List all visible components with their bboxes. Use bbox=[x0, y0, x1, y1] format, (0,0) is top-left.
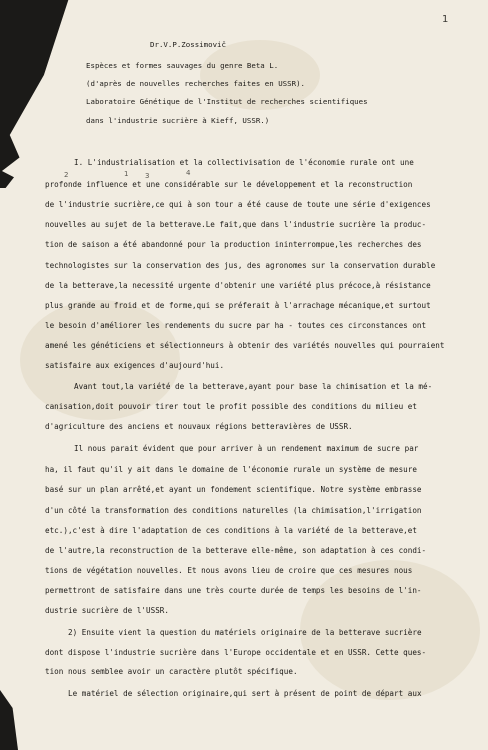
subtitle-line: (d'après de nouvelles recherches faites en USSR). bbox=[86, 79, 306, 88]
body-line: Il nous parait évident que pour arriver à un rendement maximum de sucre par bbox=[74, 444, 419, 453]
pencil-note: 2 bbox=[64, 171, 69, 179]
body-line: tions de végétation nouvelles. Et nous avons lieu de croire que ces mesures nous bbox=[45, 566, 413, 575]
body-line: de la betterave,la necessité urgente d'obtenir une variété plus précoce,à résistance bbox=[45, 281, 431, 290]
body-line: etc.),c'est à dire l'adaptation de ces conditions à la variété de la betterave,et bbox=[45, 526, 417, 535]
body-line: le besoin d'améliorer les rendements du sucre par ha - toutes ces circonstances ont bbox=[45, 321, 427, 330]
institution-line-2: dans l'industrie sucrière à Kieff, USSR.) bbox=[86, 116, 270, 125]
body-line: 2) Ensuite vient la question du matériels originaire de la betterave sucrière bbox=[68, 628, 422, 637]
body-line: amené les généticiens et sélectionneurs à obtenir des variétés nouvelles qui pourraient bbox=[45, 341, 445, 350]
body-line: Le matériel de sélection originaire,qui sert à présent de point de départ aux bbox=[68, 689, 422, 698]
body-line: tion nous semblee avoir un caractère plutôt spécifique. bbox=[45, 667, 298, 676]
institution-line: Laboratoire Génétique de l'Institut de recherches scientifiques bbox=[86, 97, 368, 106]
body-line: permettront de satisfaire dans une très courte durée de temps les besoins de l'in- bbox=[45, 586, 422, 595]
body-line: plus grande au froid et de forme,qui se préferait à l'arrachage mécanique,et surtout bbox=[45, 301, 431, 310]
body-line: profonde influence et une considérable sur le développement et la reconstruction bbox=[45, 180, 413, 189]
body-line: nouvelles au sujet de la betterave.Le fait,que dans l'industrie sucrière la produc- bbox=[45, 220, 427, 229]
pencil-note: 4 bbox=[186, 169, 191, 177]
body-line: de l'industrie sucrière,ce qui à son tour a été cause de toute une série d'exigences bbox=[45, 200, 431, 209]
body-line: d'un côté la transformation des conditions naturelles (la chimisation,l'irrigation bbox=[45, 506, 422, 515]
pencil-note: 1 bbox=[124, 170, 129, 178]
body-line: satisfaire aux exigences d'aujourd'hui. bbox=[45, 361, 225, 370]
body-line: ha, il faut qu'il y ait dans le domaine de l'économie rurale un système de mesure bbox=[45, 465, 417, 474]
body-line: de l'autre,la reconstruction de la betterave elle-même, son adaptation à ces condi- bbox=[45, 546, 427, 555]
body-line: canisation,doit pouvoir tirer tout le profit possible des conditions du milieu et bbox=[45, 402, 417, 411]
body-line: basé sur un plan arrêté,et ayant un fondement scientifique. Notre système embrasse bbox=[45, 485, 422, 494]
body-line: d'agriculture des anciens et nouvaux régions betteravières de USSR. bbox=[45, 422, 353, 431]
body-line: technologistes sur la conservation des jus, des agronomes sur la conservation durable bbox=[45, 261, 436, 270]
body-line: dustrie sucrière de l'USSR. bbox=[45, 606, 169, 615]
body-line: dont dispose l'industrie sucrière dans l'Europe occidentale et en USSR. Cette ques- bbox=[45, 648, 427, 657]
body-line: I. L'industrialisation et la collectivisation de l'économie rurale ont une bbox=[74, 158, 414, 167]
title-line: Espèces et formes sauvages du genre Beta L. bbox=[86, 61, 279, 70]
pencil-note: 3 bbox=[145, 172, 150, 180]
body-line: Avant tout,la variété de la betterave,ayant pour base la chimisation et la mé- bbox=[74, 382, 433, 391]
page-number: 1 bbox=[442, 14, 449, 25]
author-line: Dr.V.P.Zossimovič bbox=[150, 40, 226, 49]
body-line: tion de saison a été abandonné pour la production ininterrompue,les recherches des bbox=[45, 240, 422, 249]
